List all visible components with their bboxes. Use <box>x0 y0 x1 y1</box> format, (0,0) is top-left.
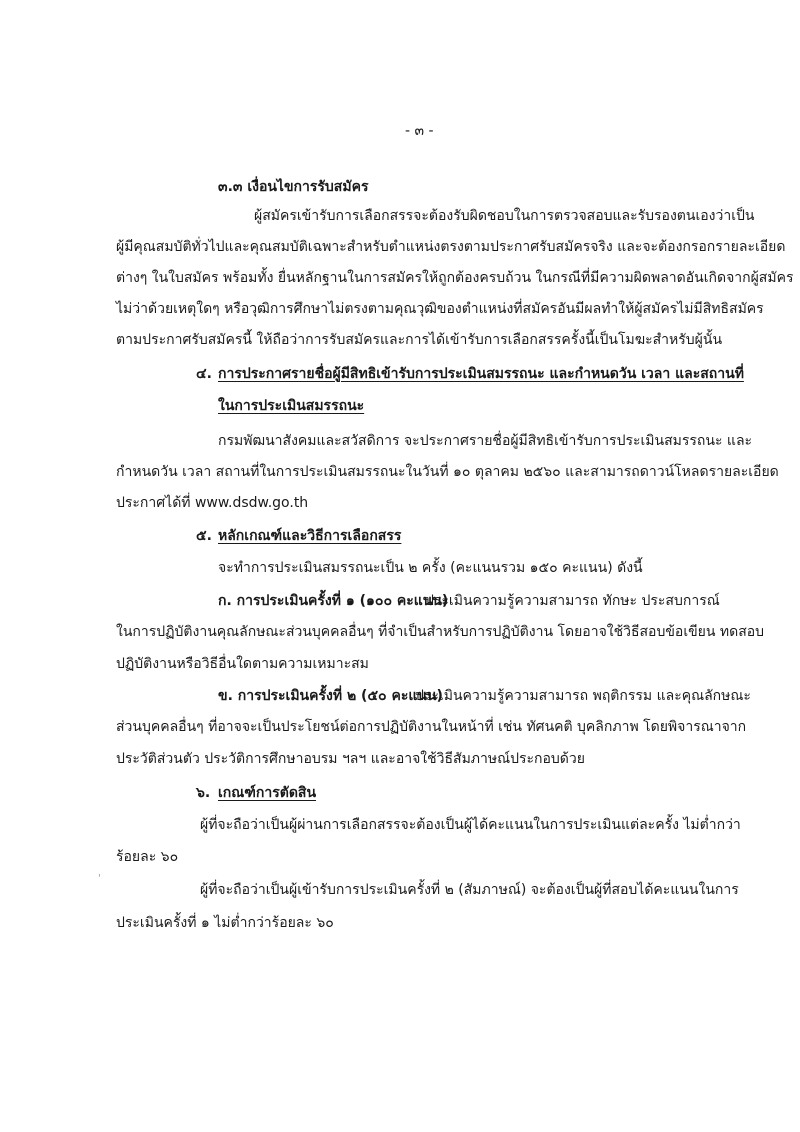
section-3-3-line-3: ต่างๆ ในใบสมัคร พร้อมทั้ง ยื่นหลักฐานในการสมัครให้ถูกต้องครบถ้วน ในกรณีที่มีความผิดพลาดอันเกิดจากผู้สมัคร <box>116 270 794 286</box>
section-6-p1-line-1: ผู้ที่จะถือว่าเป็นผู้ผ่านการเลือกสรรจะต้องเป็นผู้ได้คะแนนในการประเมินแต่ละครั้ง ไม่ต่ำกว่า <box>200 817 741 833</box>
section-5-b-label: ข. การประเมินครั้งที่ ๒ (๕๐ คะแนน) <box>218 688 443 704</box>
section-5-heading: หลักเกณฑ์และวิธีการเลือกสรร <box>218 528 402 544</box>
section-5-b-line-2: ส่วนบุคคลอื่นๆ ที่อาจจะเป็นประโยชน์ต่อการปฏิบัติงานในหน้าที่ เช่น ทัศนคติ บุคลิกภาพ โดยพิจารณาจาก <box>116 719 747 735</box>
section-6-number: ๖. <box>196 785 211 801</box>
section-5-a-line-1: ประเมินความรู้ความสามารถ ทักษะ ประสบการณ์ <box>425 593 720 609</box>
section-5-b-line-3: ประวัติส่วนตัว ประวัติการศึกษาอบรม ฯลฯ และอาจใช้วิธีสัมภาษณ์ประกอบด้วย <box>116 751 585 767</box>
section-6-p1-line-2: ร้อยละ ๖๐ <box>116 849 179 865</box>
section-4-heading-line-1: การประกาศรายชื่อผู้มีสิทธิเข้ารับการประเมินสมรรถนะ และกำหนดวัน เวลา และสถานที่ <box>218 366 744 382</box>
section-5-a-line-2: ในการปฏิบัติงานคุณลักษณะส่วนบุคคลอื่นๆ ที่จำเป็นสำหรับการปฏิบัติงาน โดยอาจใช้วิธีสอบข้อเขียน ทดสอบ <box>116 624 765 640</box>
section-4-heading-line-2: ในการประเมินสมรรถนะ <box>218 398 365 414</box>
section-3-3-line-4: ไม่ว่าด้วยเหตุใดๆ หรือวุฒิการศึกษาไม่ตรงตามคุณวุฒิของตำแหน่งที่สมัครอันมีผลทำให้ผู้สมัครไม่มีสิทธิสมัคร <box>116 301 764 317</box>
section-3-3-line-5: ตามประกาศรับสมัครนี้ ให้ถือว่าการรับสมัครและการได้เข้ารับการเลือกสรรครั้งนี้เป็นโมฆะสำหรับผู้นั้น <box>116 332 723 348</box>
section-6-heading: เกณฑ์การตัดสิน <box>218 785 317 801</box>
section-4-number: ๔. <box>196 366 212 382</box>
section-6-p2-line-2: ประเมินครั้งที่ ๑ ไม่ต่ำกว่าร้อยละ ๖๐ <box>116 915 334 931</box>
section-3-3-line-2: ผู้มีคุณสมบัติทั่วไปและคุณสมบัติเฉพาะสำหรับตำแหน่งตรงตามประกาศรับสมัครจริง และจะต้องกรอกรายละเอียด <box>116 239 786 255</box>
section-4-line-2: กำหนดวัน เวลา สถานที่ในการประเมินสมรรถนะในวันที่ ๑๐ ตุลาคม ๒๕๖๐ และสามารถดาวน์โหลดรายละเอียด <box>116 464 779 480</box>
section-5-b-line-1: ประเมินความรู้ความสามารถ พฤติกรรม และคุณลักษณะ <box>415 688 751 704</box>
section-3-3-heading: ๓.๓ เงื่อนไขการรับสมัคร <box>218 179 369 195</box>
section-3-3-line-1: ผู้สมัครเข้ารับการเลือกสรรจะต้องรับผิดชอบในการตรวจสอบและรับรองตนเองว่าเป็น <box>254 208 755 224</box>
section-5-a-label: ก. การประเมินครั้งที่ ๑ (๑๐๐ คะแนน) <box>218 593 449 609</box>
margin-mark: ' <box>98 873 101 884</box>
page-number: - ๓ - <box>405 123 434 139</box>
section-5-number: ๕. <box>196 528 212 544</box>
section-5-intro: จะทำการประเมินสมรรถนะเป็น ๒ ครั้ง (คะแนนรวม ๑๕๐ คะแนน) ดังนี้ <box>218 560 643 576</box>
section-6-p2-line-1: ผู้ที่จะถือว่าเป็นผู้เข้ารับการประเมินครั้งที่ ๒ (สัมภาษณ์) จะต้องเป็นผู้ที่สอบได้คะแนนในการ <box>200 882 739 898</box>
section-4-line-1: กรมพัฒนาสังคมและสวัสดิการ จะประกาศรายชื่อผู้มีสิทธิเข้ารับการประเมินสมรรถนะ และ <box>218 433 753 449</box>
section-4-line-3: ประกาศได้ที่ www.dsdw.go.th <box>116 495 309 511</box>
section-5-a-line-3: ปฏิบัติงานหรือวิธีอื่นใดตามความเหมาะสม <box>116 656 369 672</box>
